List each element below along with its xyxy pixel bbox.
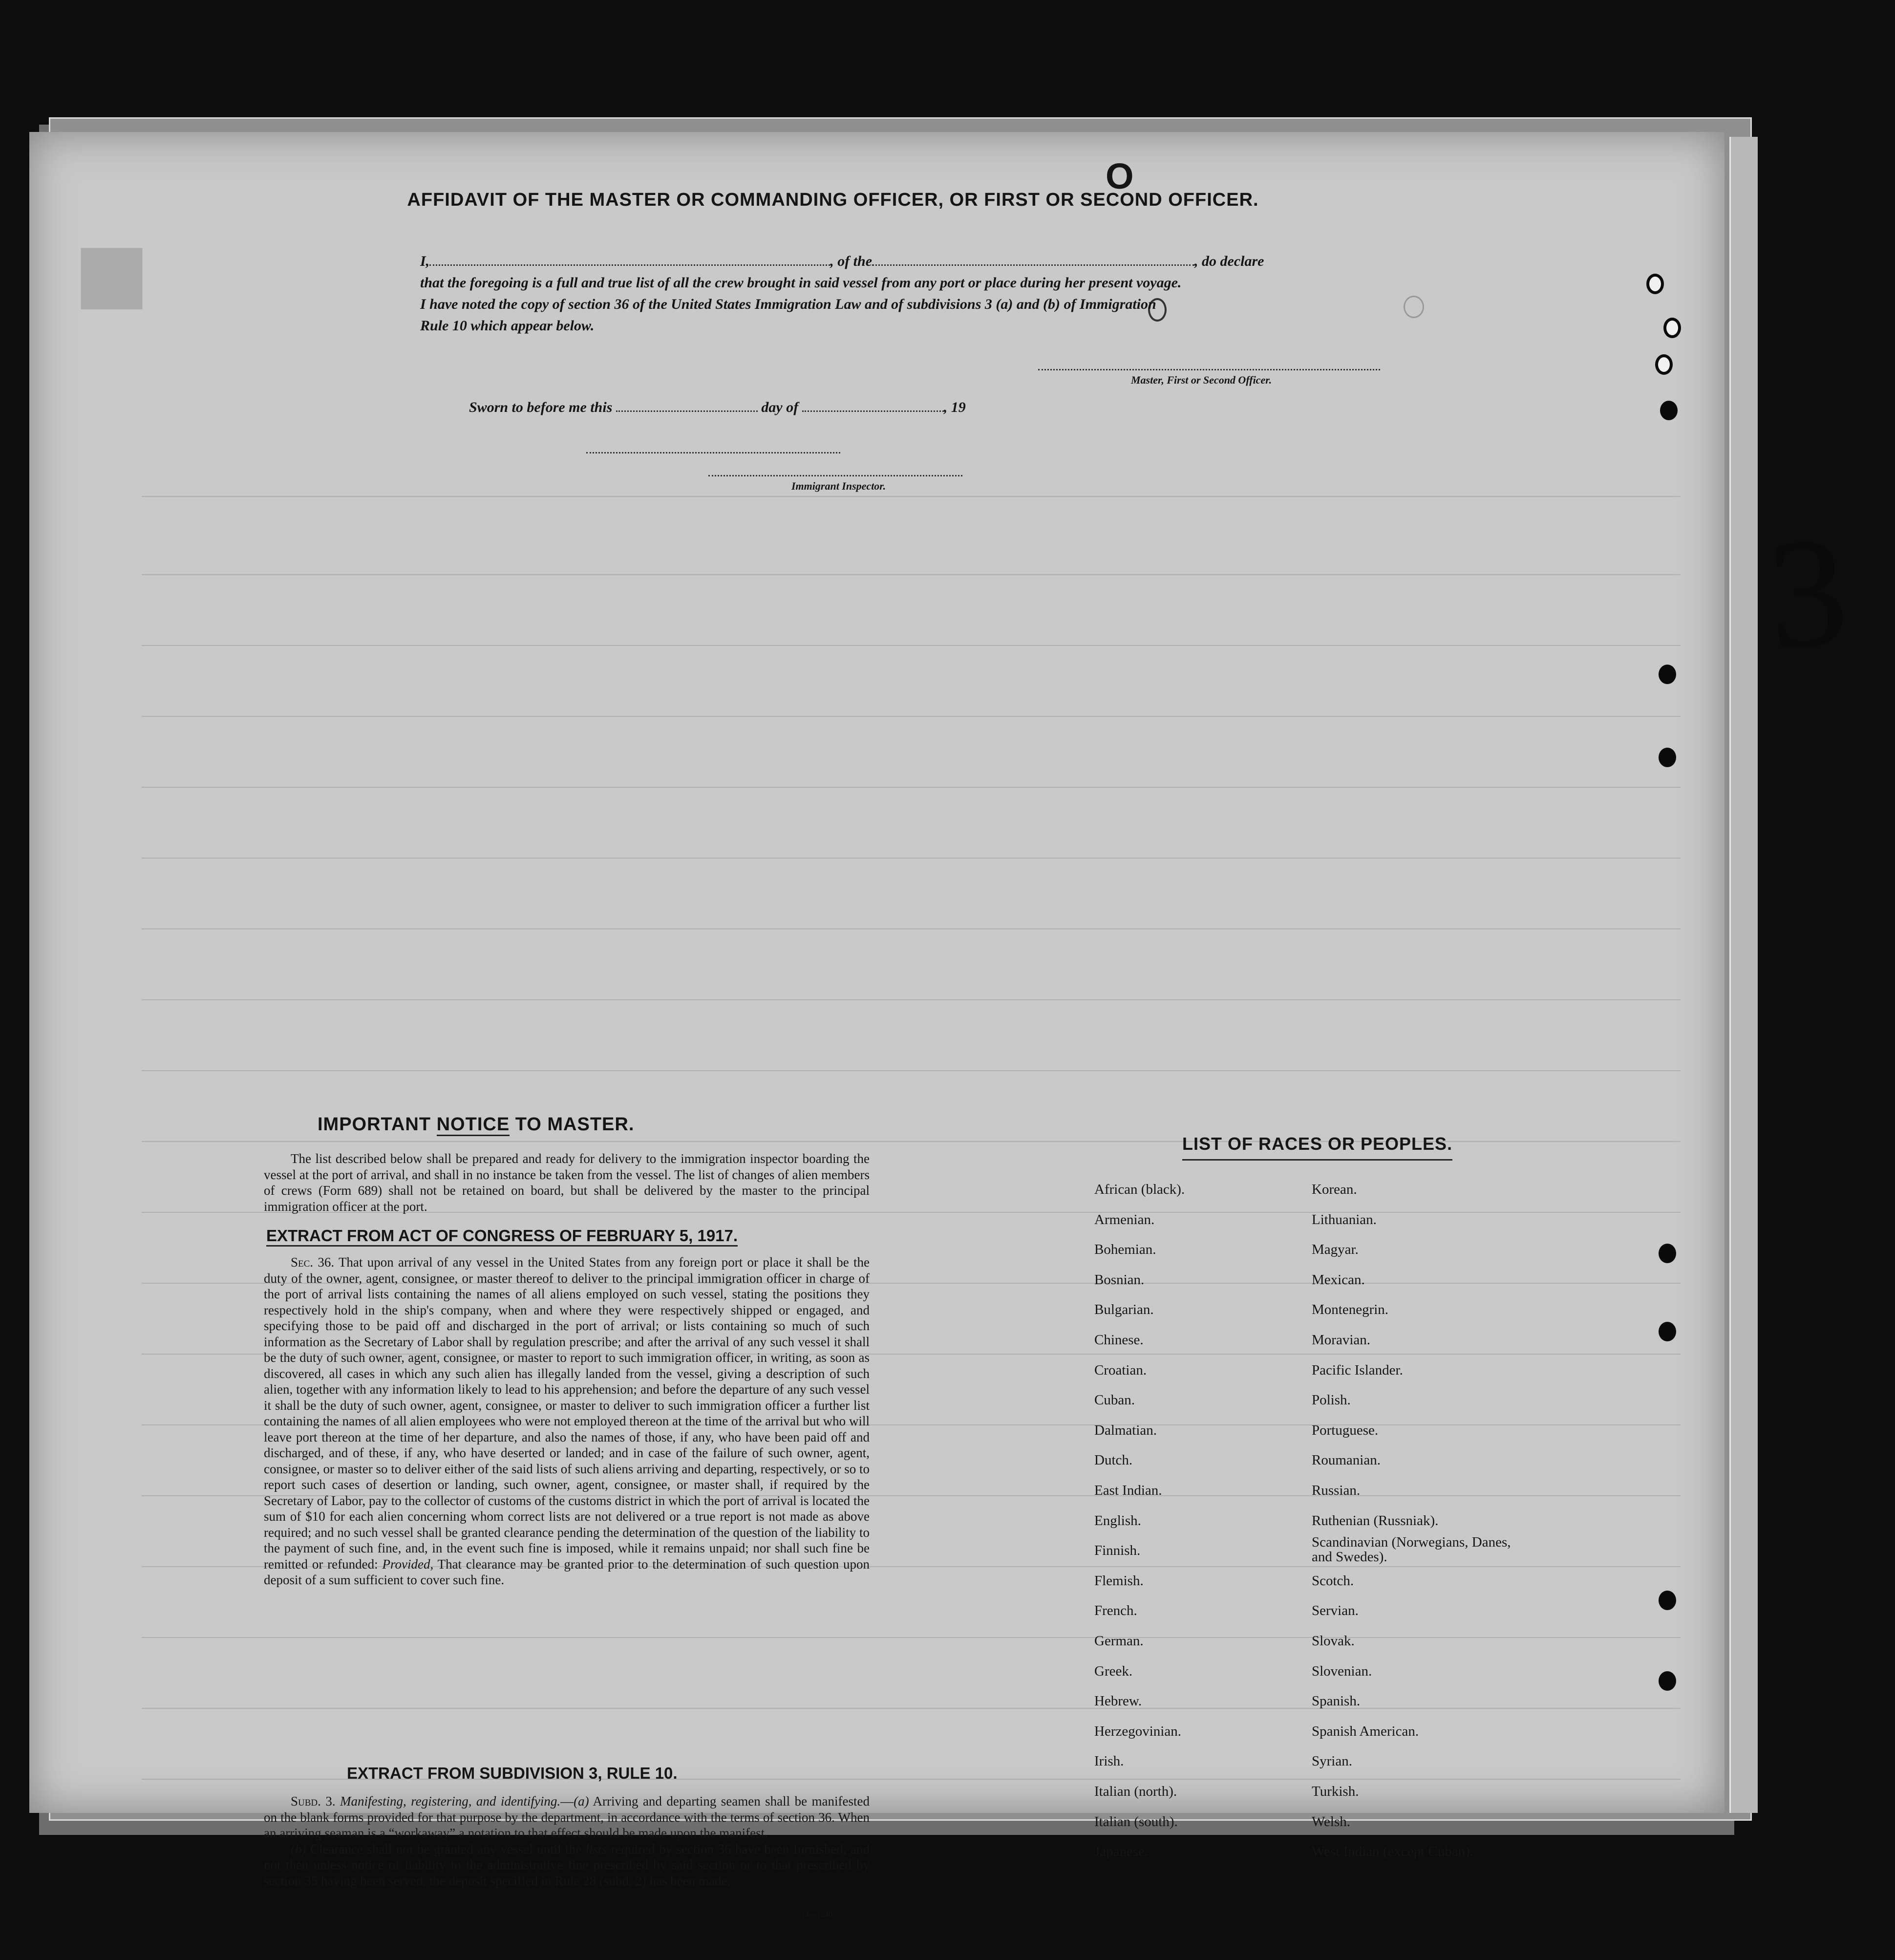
vessel-blank[interactable] (872, 264, 1194, 266)
race-item: Scandinavian (Norwegians, Danes, and Swedes). (1312, 1534, 1511, 1565)
affidavit-line-4: Rule 10 which appear below. (420, 318, 595, 334)
subd-title: Manifesting, registering, and identifying. (340, 1794, 561, 1809)
race-item: Portuguese. (1312, 1422, 1379, 1438)
affidavit-declare: , do declare (1194, 253, 1264, 269)
race-item: Irish. (1094, 1753, 1124, 1769)
bleed-row (142, 858, 1681, 859)
race-item: West Indian (except Cuban). (1312, 1844, 1474, 1860)
binding-hole (1659, 1591, 1676, 1610)
binding-hole (1659, 1322, 1676, 1341)
rule-paragraph-a: Subd. 3. Manifesting, registering, and identifying.—(a) Arriving and departing seamen shall be manifested on the blank forms provided for that purpose by the department, in accordance with the terms of section 36. When an arriving seaman is a “workaway” a notation to that effect should be made upon the manifest. (264, 1794, 870, 1840)
sworn-line (469, 399, 966, 416)
sworn-year: , 19 (943, 399, 966, 415)
race-item: Herzegovinian. (1094, 1723, 1181, 1739)
subd-label: Subd. 3. (291, 1794, 336, 1809)
race-item: Bohemian. (1094, 1242, 1156, 1258)
rule-text (264, 1793, 870, 1889)
race-item: Spanish. (1312, 1693, 1361, 1709)
binding-hole (1659, 748, 1676, 767)
affidavit-line-1 (420, 253, 1264, 270)
race-item: Hebrew. (1094, 1693, 1142, 1709)
race-item: French. (1094, 1603, 1137, 1619)
race-item: Flemish. (1094, 1572, 1144, 1589)
subd-b-text-1: Clearance shall not be granted any vessel until the (310, 1841, 582, 1856)
handwritten-number: 3 (1762, 504, 1853, 683)
rule-heading: EXTRACT FROM SUBDIVISION 3, RULE 10. (347, 1764, 678, 1782)
officer-label: Master, First or Second Officer. (1131, 374, 1272, 386)
notice-paragraph: The list described below shall be prepared and ready for delivery to the immigration inspector boarding the vessel at the port of arrival, and shall in no instance be taken from the vessel. The list of changes of alien members of crews (Form 689) shall not be retained on board, but shall be delivered by the master to the principal immigration officer at the port. (264, 1151, 870, 1214)
notice-title-pre: IMPORTANT (318, 1114, 437, 1135)
bleed-row (142, 716, 1681, 717)
race-item: Montenegrin. (1312, 1302, 1389, 1318)
race-item: Dalmatian. (1094, 1422, 1157, 1438)
subd-b-text-2: required by section 36 have been furnished, and not then unless notice of liability to the administrative fine prescribed by said section or to that prescribed by section 35 having been served, the deposit specified in Rule 28 (subd. 2) has been made. (264, 1841, 870, 1888)
subd-b-label: (b) (291, 1841, 306, 1856)
race-item: Slovak. (1312, 1633, 1355, 1649)
bleed-row (142, 496, 1681, 497)
race-item: German. (1094, 1633, 1144, 1649)
rule-paragraph-b (264, 1841, 870, 1889)
inspector-signature-line-upper[interactable] (586, 452, 840, 453)
race-item: Mexican. (1312, 1271, 1365, 1288)
sec-label: Sec. 36. (291, 1255, 335, 1270)
subd-a-text: Arriving and departing seamen shall be manifested on the blank forms provided for that purpose by the department, in accordance with the terms of section 36. When an arriving seaman is a “workaway” a notation to that effect should be made upon the manifest. (264, 1794, 870, 1840)
notice-title-underlined: NOTICE (437, 1114, 510, 1136)
race-item: Croatian. (1094, 1362, 1147, 1378)
bleed-row (142, 787, 1681, 788)
binding-hole (1655, 354, 1673, 375)
sworn-prefix: Sworn to before me this (469, 399, 613, 415)
notice-title (318, 1114, 634, 1135)
notice-text (264, 1151, 870, 1214)
race-item: Armenian. (1094, 1211, 1155, 1228)
race-item: Slovenian. (1312, 1663, 1372, 1679)
inspector-label: Immigrant Inspector. (791, 480, 886, 492)
binding-hole (1660, 401, 1678, 420)
name-blank[interactable] (429, 264, 830, 266)
race-item: Bosnian. (1094, 1271, 1145, 1288)
act-body: That upon arrival of any vessel in the United States from any foreign port or place it shall be the duty of the owner, agent, consignee, or master thereof to deliver to the principal immigration officer in charge of the port of arrival lists containing the names of all aliens employed on such vessel, stating the positions they respectively hold in the ship's company, when and where they were respectively shipped or engaged, and specifying those to be paid off and discharged in the port of arrival; or lists containing so much of such information as the Secretary of Labor shall by regulation prescribe; and after the arrival of any such vessel it shall be the duty of such owner, agent, consignee, or master to report to such immigration officer, in writing, as soon as discovered, all cases in which any such alien has illegally landed from the vessel, giving a description of such alien, together with any information likely to lead to his apprehension; and before the departure of any such vessel it shall be the duty of such owner, agent, consignee, or master to deliver to such immigration officer a further list containing the names of all alien employees who were not employed thereon at the time of the arrival but who will leave port thereon at the time of her departure, and also the names of those, if any, who have been paid off and discharged, and of these, if any, who have deserted or landed; and in case of the failure of such owner, agent, consignee, or master so to deliver either of the said lists of such aliens arriving and departing, respectively, or so to report such cases of desertion or landing, such owner, agent, consignee, or master shall, if required by the Secretary of Labor, pay to the collector of customs of the customs district in which the port of arrival is located the sum of $10 for each alien concerning whom correct lists are not delivered or a true report is not made as above required; and no such vessel shall be granted clearance pending the determination of the question of the liability to the payment of such fine, and, in the event such fine is imposed, while it remains unpaid; nor shall such fine be remitted or refunded: (264, 1255, 870, 1572)
race-item: Ruthenian (Russniak). (1312, 1512, 1439, 1529)
sworn-day-of: day of (761, 399, 799, 415)
act-heading: EXTRACT FROM ACT OF CONGRESS OF FEBRUARY 5, 1917. (266, 1227, 738, 1247)
race-item: Korean. (1312, 1182, 1357, 1197)
race-item: Servian. (1312, 1603, 1359, 1619)
binding-hole (1659, 1244, 1676, 1263)
binding-hole (1659, 1671, 1676, 1691)
subd-b-lists: lists (585, 1841, 607, 1856)
race-item: English. (1094, 1512, 1141, 1529)
race-item: Roumanian. (1312, 1452, 1381, 1468)
bleed-row (142, 574, 1681, 575)
circle-mark: O (1106, 156, 1134, 196)
affidavit-title: AFFIDAVIT OF THE MASTER OR COMMANDING OFFICER, OR FIRST OR SECOND OFFICER. (407, 190, 1259, 210)
act-provided: Provided, (382, 1556, 434, 1572)
affidavit-line-2: that the foregoing is a full and true list of all the crew brought in said vessel from any port or place during her present voyage. (420, 275, 1182, 291)
race-item: Moravian. (1312, 1332, 1370, 1348)
act-text (264, 1254, 870, 1588)
race-item: Finnish. (1094, 1543, 1141, 1559)
bleed-row (142, 999, 1681, 1000)
race-item: Scotch. (1312, 1572, 1354, 1589)
page-edge-strip (1729, 137, 1758, 1813)
race-item: Dutch. (1094, 1452, 1133, 1468)
race-item: Italian (north). (1094, 1784, 1177, 1799)
bleed-row (142, 1708, 1681, 1709)
races-title: LIST OF RACES OR PEOPLES. (1182, 1134, 1452, 1161)
subd-a-label: (a) (574, 1794, 589, 1809)
race-item: Greek. (1094, 1663, 1133, 1679)
binding-hole (1663, 318, 1681, 338)
binding-hole (1659, 665, 1676, 684)
inspector-signature-line[interactable] (708, 475, 962, 476)
form-number: 14—1240 (801, 1911, 832, 1919)
bleed-row (142, 645, 1681, 646)
race-item: Syrian. (1312, 1753, 1352, 1769)
notice-title-post: TO MASTER. (510, 1114, 635, 1135)
affidavit-of-the: , of the (830, 253, 873, 269)
race-item: Polish. (1312, 1392, 1351, 1408)
race-item: Chinese. (1094, 1332, 1144, 1348)
race-item: Russian. (1312, 1483, 1361, 1498)
bleed-row (142, 928, 1681, 929)
race-item: Japanese. (1094, 1844, 1149, 1860)
bleed-row (142, 1637, 1681, 1638)
faint-hole (1404, 296, 1424, 318)
act-paragraph (264, 1254, 870, 1588)
bleed-row (142, 1070, 1681, 1071)
race-item: African (black). (1094, 1182, 1185, 1197)
race-item: Lithuanian. (1312, 1211, 1377, 1228)
sworn-month-blank[interactable] (802, 410, 944, 412)
race-item: Spanish American. (1312, 1723, 1419, 1739)
sworn-day-blank[interactable] (616, 410, 758, 412)
race-item: Welsh. (1312, 1813, 1351, 1830)
race-item: East Indian. (1094, 1483, 1162, 1498)
race-item: Cuban. (1094, 1392, 1135, 1408)
officer-signature-line[interactable] (1038, 369, 1380, 370)
bleed-through-mark: ■ (73, 202, 150, 344)
act-body-end: That clearance may be granted prior to the determination of such question upon deposit of a sum sufficient to cover such fine. (264, 1556, 870, 1587)
affidavit-i: I, (420, 253, 430, 269)
race-item: Italian (south). (1094, 1813, 1178, 1830)
race-item: Turkish. (1312, 1784, 1359, 1799)
race-item: Bulgarian. (1094, 1302, 1154, 1318)
document-page (29, 132, 1725, 1919)
binding-hole (1646, 274, 1664, 294)
race-item: Magyar. (1312, 1242, 1359, 1258)
race-item: Pacific Islander. (1312, 1362, 1403, 1378)
affidavit-line-3: I have noted the copy of section 36 of the United States Immigration Law and of subdivisions 3 (a) and (b) of Immigration (420, 296, 1156, 312)
